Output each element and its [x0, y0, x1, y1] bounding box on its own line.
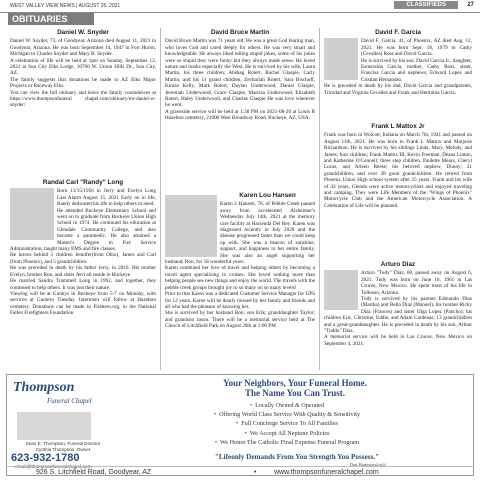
obituary-name: Daniel W. Snyder [57, 29, 109, 36]
service-features [157, 401, 417, 447]
obituary-text: Karen combined her love of travel and helping others by becoming a travel agent specializing in cruises. She loved nothing more than helping people see new things and enjoy the world. The travels with the pebble creek groups brought joy to so many on so many levels! [165, 265, 315, 291]
obituary-text: Viewing will be at Gunkys in Buckeye from 5-7 on Monday, with services at Gunleys Tuesday. Interment will follow at Hazelton cemetery. Donations can be made to Firehero.org, to the National Fallen Firefighters Foundation [10, 290, 156, 317]
feature-item: • Locally Owned & Operated [249, 402, 325, 409]
ad-headline [125, 378, 465, 398]
obituary-text: Daniel W. Snyder, 73, of Goodyear, Arizona died August 11, 2021 in Goodyear, Arizona. He was born September 14, 1947 in Fort Huron, Michigan to Charles Snyder and Mary R. Snyder. [10, 38, 156, 58]
obituary-text: David Bruce Martin was 71 years old. He was a great God fearing man, who loves God and cared deeply for others. He was very smart and knowledgeable. He always liked telling stupid jokes, some of his jokes were so stupid they were funny but they always made sense. He loved nature and books especially the West. He is survived by his wife, Laura Martin, his three children; Abshag Rotert, Rachel Glaspie, Carly Martin, and his 11 grand children, Zechariah Rotert, Sara Bischoff, Kinzie Kelly, Mark Rotert, Daylan Underwood, Daniel Glaspie, Jeremiah Underwood, Grace Glaspie, Marissa Underwood, Elizabeth Rotert, Haley Underwood, and Charles Glaspie He was love wherever he went. [165, 38, 315, 109]
bullet-icon: • [213, 411, 217, 419]
director-name: Sean E. Thompson, Funeral Director [25, 441, 101, 446]
obituary-text: He was preceded in death by his father Jerry, in 2010. His mother Evelyn, brother Ron, and sister Jerri all reside in Buckeye. [10, 265, 156, 278]
director-credits [11, 441, 115, 452]
obituary-text: He attended Buckeye Elementary School and went on to graduate from Buckeye Union High School in 1974. He continued his education at Glendale Community College, and also became a paramedic. He also attained a Master's Degree in Fire Service Administration, taught many EMS and fire classes. [10, 207, 156, 253]
feature-item: • Full Concierge Service To All Families [236, 420, 338, 428]
obituary-text: Karen I. Hansen, 78, of Pebble Creek passed away from accelerated Alzheimer's Wednesday July 14th, 2021 at the memory care facility at Hacienda Del Rey. Karen was diagnosed recently in July 2020 and the disease progressed faster than we could keep up with. She was a beacon of sunshine, support, and happiness to her entire family. She was also an angel supporting her husband, Ron, for 58 wonderful years. [165, 201, 315, 266]
obituary-name: Frank L Mattox Jr [371, 123, 425, 130]
feature-item: • We Honor The Catholic Final Expense Funeral Program [214, 438, 360, 446]
obituary-text: Born 11/15/1956 to Jerry and Evelyn Long Last Alarm August 15, 2021 Early on in life, Randy dedicated his life to help others in need. [57, 188, 156, 208]
header-paper-date: WEST VALLEY VIEW NEWS | AUGUST 25, 2021 [10, 3, 121, 9]
obituary-text: She is survived by her husband Ron; son Erik; granddaughter Taylor; and grandson Jason. There will be a memorial service held at The Church of Litchfield Park on August 28th at 1:00 PM [165, 310, 315, 330]
ad-footer [6, 466, 474, 479]
phone-number: 623-932-1780 [11, 452, 80, 464]
portrait-photo [10, 188, 54, 240]
ad-tagline: "Lifeonly Demands From You Strength You Possess." [214, 453, 380, 461]
obituary-text: Tudy is survived by his parents Edmundo Diaz (Martha) and Bella Diaz (Manuel), his brother Ricky Diaz (Frances) and sister Olga Lopez (Pancho); his children Eric, Christine, Eddie, and Adam Cardenas; 13 grandchildren and a great-granddaughter. He is preceded in death by his son, Arthur "Tuddo" Diaz. [324, 296, 472, 335]
column-divider [160, 28, 161, 370]
portrait-photo [324, 38, 358, 80]
obituary-text: He is preceded in death by his dad, David Garcia and grandparents, Trinidad and Virginia Cevalles and Frank and Herminia Garcia. [324, 83, 472, 96]
obituary-name: David Bruce Martin [210, 29, 270, 36]
page-number: 27 [467, 2, 474, 8]
page-header [0, 0, 480, 13]
obituary-text: Arturo "Tudy" Diaz, 60, passed away on August 6, 2021. Tudy was born on June 16, 1961 in Las Cruces, New Mexico. He spent most of his life in Tolleson, Arizona. [361, 270, 472, 296]
section-tab: CLASSIFIEDS [394, 1, 458, 9]
obituary-randal-long [10, 180, 156, 317]
headline-line-1: Your Neighbors, Your Funeral Home. [223, 378, 367, 388]
quote-credit: - Dag Hammarskjold [347, 462, 386, 467]
thompson-logo [13, 379, 105, 409]
obituary-text: He is survived by his son, David Garcia Jr., daughter, Esmeralda Garcia, mother, Cathy Ross, sister, Francisa Garcia and nephews, Edward Lopez and Cristian Hernandez. [361, 57, 472, 83]
separator-dot: • [254, 469, 257, 476]
obituary-karen-hansen [165, 193, 315, 330]
obituary-name: Randal Carl "Randy" Long [42, 179, 124, 186]
portrait-photo [165, 195, 217, 257]
obituary-text: A celebration of life will be held at 1pm on Sunday, September 12, 2021 at Sun City Elks Lodge, 10760 W. Union Hills Dr., Sun City, AZ. [10, 57, 156, 77]
obituary-frank-mattox [324, 124, 472, 209]
owner-name: Cynthia Thompson, Owner [35, 446, 91, 452]
obituary-text: Frank was born in Wolcott, Indiana on March 7th, 1941 and passed on August 11th, 2021. He was born to Frank L Mattox and Marjorie Richardson. He is survived by his siblings Linda, Mary, Melody, and James; four children; Frank Mattox III, Kevin Freeman, Deana Linton, and Katherine O'Connell; three step children, Paulette Mears, Cheryl Lucas, and Arleen Reese; his beloved nephew, Donny; 21 grandchildren, and over 38 great grandchildren. He retired from Phoenix Union High school system after 25 years. Frank and his wife of 43 years, Glenda were active motorcyclists and enjoyed traveling and camping. They were Life Members of the "Wings of Phoenix" Motorcycle Club and the American Motorcycle Association. A Celebration of Life will be planned. [324, 132, 472, 209]
feature-item: • Offering World Class Service With Quality & Sensitivity [213, 411, 361, 419]
obituary-text: He leaves behind 3 children Jennifer(from Ohio), James and Carl (from Phoenix), and 5 grandchildren. [10, 252, 156, 265]
website-link[interactable]: www.thompsonfuneralchapel.com [274, 469, 379, 476]
obituary-name: David F. Garcia [375, 29, 421, 36]
portrait-photo [324, 270, 358, 310]
obituary-arturo-diaz [324, 262, 472, 347]
obituary-david-garcia [324, 30, 472, 96]
street-address: 926 S. Litchfield Road, Goodyear, AZ [36, 469, 152, 476]
logo-brand: Thompson [13, 380, 75, 395]
obituary-name: Arturo Diaz [380, 261, 416, 268]
obituary-name: Karen Lou Hansen [239, 192, 296, 199]
obituary-text: A memorial service will be held in Las Cruces, New Mexico on September 4, 2021. [324, 334, 472, 347]
obituary-text: A graveside service will be held at 1:30 PM on 2021-08-20 at Louis B Hazelton cemetery, 21000 West Broadway Road, Buckeye, AZ, USA. [165, 108, 315, 122]
feature-item: • We Accept All Neptune Policies [244, 429, 330, 437]
obituary-david-martin [165, 30, 315, 122]
bullet-icon: • [249, 402, 253, 409]
obituary-text: Prior to that Karen was a dedicated Customer Service Manager for UPS for 12 years. Karen will be dearly missed by her family and friends and all who had the pleasure of knowing her. [165, 291, 315, 310]
section-title: OBITUARIES [8, 13, 94, 25]
owners-photo [17, 412, 91, 440]
obituary-text: The family suggests that donations be made to AZ Elks Major Projects or Raceway Elks. [10, 76, 156, 90]
logo-sub: Funeral Chapel [47, 397, 92, 405]
email-address: email@thompsonfuneralchapel.com [15, 465, 92, 470]
obituary-text: He married Sandra Trammell Long in 1992, and together, they continued to help others. It was just their nature. [10, 278, 156, 291]
obituary-text: David F. Garcia, 41, of Phoenix, AZ died Aug. 12, 2021. He was born Sept. 18, 1979 to Cathy (Cevalles) Ross and David Garcia. [361, 38, 472, 58]
headline-line-2: The Name You Can Trust. [244, 388, 346, 398]
column-divider [319, 28, 320, 370]
obituary-daniel-snyder [10, 30, 156, 109]
bullet-icon: • [244, 429, 247, 437]
obituary-text: You can view the full obituary and leave the family condolences at https://www.thompsonfuneral chapel.com/obituary/mr-daniel-w-snyder/ [10, 89, 156, 109]
paper-name: WEST VALLEY VIEW NEWS [10, 3, 75, 9]
issue-date: AUGUST 25, 2021 [78, 3, 121, 9]
funeral-home-advertisement [6, 374, 474, 476]
bullet-icon: • [236, 420, 239, 428]
bullet-icon: • [214, 438, 218, 446]
